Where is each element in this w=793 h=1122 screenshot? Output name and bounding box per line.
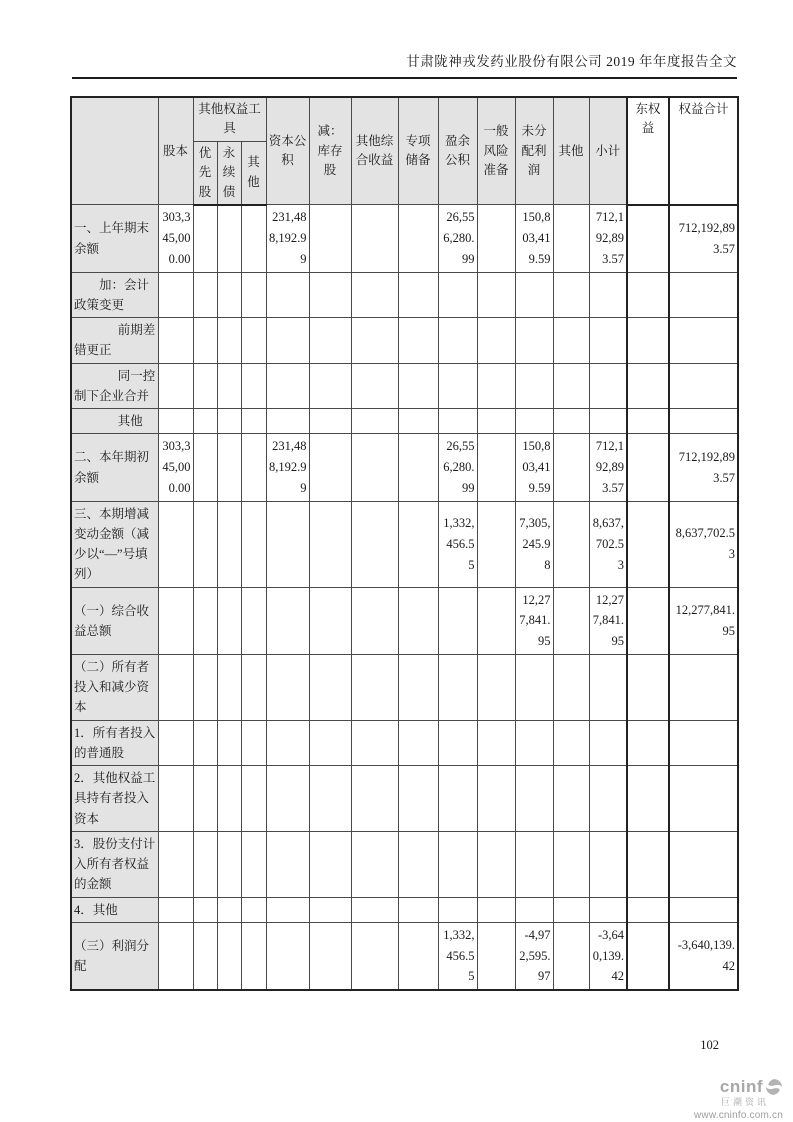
value-cell — [241, 922, 266, 990]
value-cell — [398, 720, 438, 766]
value-cell — [438, 272, 477, 318]
value-cell — [398, 318, 438, 364]
value-cell — [309, 831, 351, 897]
value-cell — [241, 654, 266, 720]
equity-change-table — [70, 96, 739, 991]
corner-cell — [71, 97, 158, 205]
table-row — [71, 654, 738, 720]
table-row — [71, 897, 738, 922]
value-cell — [266, 363, 309, 409]
value-cell — [241, 897, 266, 922]
value-cell — [515, 720, 553, 766]
value-cell — [477, 654, 515, 720]
value-cell — [309, 434, 351, 501]
value-cell — [241, 720, 266, 766]
value-cell — [438, 897, 477, 922]
value-cell — [515, 363, 553, 409]
value-cell — [515, 766, 553, 832]
value-cell — [553, 318, 589, 364]
row-label: 1．所有者投入的普通股 — [71, 720, 158, 766]
value-cell — [627, 766, 669, 832]
value-cell — [669, 409, 738, 434]
table-row — [71, 318, 738, 364]
column-header-other-comprehensive-income: 其他综合收益 — [351, 97, 398, 205]
column-header-surplus-reserve: 盈余公积 — [438, 97, 477, 205]
value-cell — [309, 720, 351, 766]
cninf-brand-text: cninf — [719, 1077, 763, 1096]
value-cell — [351, 272, 398, 318]
value-cell — [669, 318, 738, 364]
cninf-brand-row — [687, 1078, 783, 1097]
value-cell — [351, 409, 398, 434]
value-cell — [553, 272, 589, 318]
value-cell — [351, 205, 398, 272]
row-label: 加：会计政策变更 — [71, 272, 158, 318]
value-cell — [627, 318, 669, 364]
value-cell — [477, 205, 515, 272]
value-cell — [477, 587, 515, 654]
value-cell — [158, 831, 193, 897]
column-group-other-equity-instruments: 其他权益工具 — [193, 97, 266, 141]
value-cell — [553, 720, 589, 766]
value-cell — [309, 587, 351, 654]
value-cell: 712,192,893.57 — [589, 434, 627, 501]
value-cell — [477, 720, 515, 766]
value-cell — [669, 654, 738, 720]
value-cell — [266, 272, 309, 318]
value-cell — [477, 831, 515, 897]
row-label: 3．股份支付计入所有者权益的金额 — [71, 831, 158, 897]
value-cell — [158, 409, 193, 434]
value-cell: 303,345,000.00 — [158, 434, 193, 501]
cninf-url: www.cninfo.com.cn — [694, 1109, 783, 1121]
value-cell — [515, 654, 553, 720]
value-cell — [477, 318, 515, 364]
swirl-icon — [765, 1078, 783, 1096]
value-cell — [158, 766, 193, 832]
value-cell: 26,556,280.99 — [438, 434, 477, 501]
value-cell — [477, 501, 515, 587]
table-row — [71, 720, 738, 766]
value-cell — [351, 922, 398, 990]
value-cell — [438, 318, 477, 364]
table-row — [71, 587, 738, 654]
value-cell: 8,637,702.53 — [669, 501, 738, 587]
cninf-subtitle: 巨潮资讯 — [720, 1096, 769, 1107]
value-cell — [193, 922, 217, 990]
value-cell — [398, 272, 438, 318]
value-cell — [309, 766, 351, 832]
value-cell — [158, 363, 193, 409]
value-cell: -3,640,139.42 — [669, 922, 738, 990]
value-cell — [241, 318, 266, 364]
value-cell — [477, 434, 515, 501]
value-cell — [158, 654, 193, 720]
value-cell — [438, 587, 477, 654]
column-header-other: 其他 — [553, 97, 589, 205]
column-header-other-instruments: 其他 — [241, 141, 266, 205]
value-cell — [398, 363, 438, 409]
value-cell — [627, 501, 669, 587]
header-row-1 — [71, 97, 738, 141]
value-cell — [241, 831, 266, 897]
value-cell — [477, 409, 515, 434]
table-row — [71, 409, 738, 434]
value-cell — [266, 897, 309, 922]
value-cell — [309, 363, 351, 409]
value-cell — [351, 501, 398, 587]
row-label: 前期差错更正 — [71, 318, 158, 364]
value-cell — [217, 720, 241, 766]
value-cell — [351, 318, 398, 364]
value-cell — [477, 363, 515, 409]
value-cell — [266, 766, 309, 832]
value-cell — [158, 587, 193, 654]
value-cell — [398, 434, 438, 501]
value-cell — [193, 205, 217, 272]
value-cell — [217, 501, 241, 587]
value-cell — [309, 501, 351, 587]
value-cell: 1,332,456.55 — [438, 501, 477, 587]
value-cell — [398, 205, 438, 272]
value-cell — [309, 654, 351, 720]
row-label: 同一控制下企业合并 — [71, 363, 158, 409]
value-cell — [589, 766, 627, 832]
value-cell — [553, 501, 589, 587]
value-cell — [398, 409, 438, 434]
value-cell: 150,803,419.59 — [515, 205, 553, 272]
table-row — [71, 831, 738, 897]
column-header-perpetual-bonds: 永续债 — [217, 141, 241, 205]
value-cell: -3,640,139.42 — [589, 922, 627, 990]
value-cell — [589, 409, 627, 434]
row-label: 2．其他权益工具持有者投入资本 — [71, 766, 158, 832]
value-cell — [266, 922, 309, 990]
row-label: 三、本期增减变动金额（减少以“—”号填列） — [71, 501, 158, 587]
value-cell: 231,488,192.99 — [266, 205, 309, 272]
value-cell — [266, 831, 309, 897]
column-header-total-equity: 权益合计 — [669, 97, 738, 205]
value-cell — [627, 434, 669, 501]
value-cell: 231,488,192.99 — [266, 434, 309, 501]
value-cell — [515, 831, 553, 897]
value-cell: 712,192,893.57 — [589, 205, 627, 272]
value-cell — [589, 318, 627, 364]
value-cell — [217, 434, 241, 501]
value-cell — [627, 587, 669, 654]
column-header-capital-reserve: 资本公积 — [266, 97, 309, 205]
value-cell — [241, 501, 266, 587]
value-cell — [589, 654, 627, 720]
value-cell: 712,192,893.57 — [669, 205, 738, 272]
value-cell — [669, 363, 738, 409]
table-row — [71, 205, 738, 272]
value-cell — [553, 205, 589, 272]
value-cell: 1,332,456.55 — [438, 922, 477, 990]
value-cell — [553, 831, 589, 897]
row-label: 二、本年期初余额 — [71, 434, 158, 501]
table-row — [71, 501, 738, 587]
value-cell — [515, 409, 553, 434]
value-cell — [627, 720, 669, 766]
value-cell: 12,277,841.95 — [515, 587, 553, 654]
value-cell — [553, 897, 589, 922]
value-cell — [217, 922, 241, 990]
value-cell — [438, 363, 477, 409]
value-cell — [217, 318, 241, 364]
value-cell — [669, 272, 738, 318]
value-cell — [438, 831, 477, 897]
value-cell — [553, 922, 589, 990]
value-cell: 712,192,893.57 — [669, 434, 738, 501]
value-cell — [553, 654, 589, 720]
column-header-minority-equity: 东权益 — [627, 97, 669, 205]
value-cell — [158, 897, 193, 922]
value-cell — [351, 654, 398, 720]
value-cell — [627, 922, 669, 990]
value-cell — [477, 766, 515, 832]
value-cell — [398, 831, 438, 897]
value-cell — [627, 409, 669, 434]
value-cell — [193, 654, 217, 720]
value-cell — [553, 409, 589, 434]
value-cell — [589, 897, 627, 922]
value-cell — [438, 654, 477, 720]
value-cell — [217, 831, 241, 897]
value-cell — [193, 831, 217, 897]
value-cell — [589, 363, 627, 409]
value-cell — [241, 434, 266, 501]
value-cell — [515, 272, 553, 318]
value-cell — [241, 272, 266, 318]
value-cell — [193, 363, 217, 409]
value-cell — [438, 766, 477, 832]
value-cell — [398, 766, 438, 832]
value-cell — [193, 897, 217, 922]
column-header-subtotal: 小计 — [589, 97, 627, 205]
value-cell — [477, 897, 515, 922]
value-cell — [589, 720, 627, 766]
value-cell — [438, 409, 477, 434]
row-label: （三）利润分配 — [71, 922, 158, 990]
value-cell: 8,637,702.53 — [589, 501, 627, 587]
value-cell: 26,556,280.99 — [438, 205, 477, 272]
table-row — [71, 766, 738, 832]
cninf-logo — [687, 1078, 783, 1121]
value-cell — [158, 922, 193, 990]
value-cell — [669, 897, 738, 922]
value-cell — [669, 720, 738, 766]
value-cell — [193, 501, 217, 587]
equity-table-head — [71, 97, 738, 205]
value-cell — [217, 272, 241, 318]
page-number: 102 — [700, 1038, 719, 1052]
value-cell — [515, 897, 553, 922]
value-cell — [627, 272, 669, 318]
value-cell — [398, 922, 438, 990]
row-label: （二）所有者投入和减少资本 — [71, 654, 158, 720]
value-cell — [217, 363, 241, 409]
column-header-less-treasury-shares: 减：库存股 — [309, 97, 351, 205]
value-cell — [553, 766, 589, 832]
value-cell — [193, 766, 217, 832]
equity-table-body — [71, 205, 738, 990]
value-cell — [241, 205, 266, 272]
value-cell — [627, 831, 669, 897]
value-cell — [309, 205, 351, 272]
table-row — [71, 922, 738, 990]
value-cell — [241, 363, 266, 409]
value-cell — [309, 897, 351, 922]
column-header-undistributed-profit: 未分配利润 — [515, 97, 553, 205]
value-cell — [158, 272, 193, 318]
value-cell — [589, 272, 627, 318]
value-cell — [266, 409, 309, 434]
value-cell — [553, 587, 589, 654]
value-cell — [266, 501, 309, 587]
value-cell — [351, 587, 398, 654]
value-cell — [589, 831, 627, 897]
value-cell — [217, 205, 241, 272]
value-cell — [351, 831, 398, 897]
report-header-title: 甘肃陇神戎发药业股份有限公司 2019 年年度报告全文 — [72, 50, 737, 79]
value-cell — [266, 587, 309, 654]
value-cell — [193, 409, 217, 434]
column-header-special-reserve: 专项储备 — [398, 97, 438, 205]
value-cell — [309, 409, 351, 434]
value-cell — [266, 720, 309, 766]
value-cell — [309, 272, 351, 318]
value-cell — [241, 409, 266, 434]
value-cell — [309, 922, 351, 990]
table-row — [71, 272, 738, 318]
value-cell — [351, 363, 398, 409]
table-row — [71, 434, 738, 501]
value-cell — [158, 501, 193, 587]
value-cell — [627, 205, 669, 272]
value-cell: 12,277,841.95 — [669, 587, 738, 654]
value-cell: 12,277,841.95 — [589, 587, 627, 654]
value-cell — [398, 501, 438, 587]
column-header-general-risk-reserve: 一般风险准备 — [477, 97, 515, 205]
value-cell — [477, 272, 515, 318]
value-cell — [241, 587, 266, 654]
value-cell — [217, 897, 241, 922]
value-cell — [351, 434, 398, 501]
row-label: 一、上年期末余额 — [71, 205, 158, 272]
value-cell: 150,803,419.59 — [515, 434, 553, 501]
value-cell — [351, 720, 398, 766]
value-cell — [627, 897, 669, 922]
value-cell — [515, 318, 553, 364]
value-cell — [241, 766, 266, 832]
value-cell — [553, 363, 589, 409]
value-cell — [627, 654, 669, 720]
value-cell — [217, 587, 241, 654]
value-cell — [266, 654, 309, 720]
value-cell — [398, 587, 438, 654]
value-cell — [309, 318, 351, 364]
value-cell — [193, 434, 217, 501]
value-cell — [669, 766, 738, 832]
value-cell: -4,972,595.97 — [515, 922, 553, 990]
value-cell — [351, 897, 398, 922]
value-cell — [158, 720, 193, 766]
value-cell — [217, 766, 241, 832]
row-label: （一）综合收益总额 — [71, 587, 158, 654]
column-header-preferred-shares: 优先股 — [193, 141, 217, 205]
value-cell — [193, 272, 217, 318]
table-row — [71, 363, 738, 409]
value-cell — [351, 766, 398, 832]
row-label: 4．其他 — [71, 897, 158, 922]
value-cell — [438, 720, 477, 766]
value-cell — [398, 654, 438, 720]
value-cell — [553, 434, 589, 501]
value-cell — [158, 318, 193, 364]
value-cell — [193, 587, 217, 654]
value-cell — [477, 922, 515, 990]
value-cell — [193, 318, 217, 364]
value-cell — [217, 654, 241, 720]
row-label: 其他 — [71, 409, 158, 434]
value-cell — [398, 897, 438, 922]
value-cell: 303,345,000.00 — [158, 205, 193, 272]
value-cell — [217, 409, 241, 434]
value-cell — [669, 831, 738, 897]
value-cell: 7,305,245.98 — [515, 501, 553, 587]
column-header-share-capital: 股本 — [158, 97, 193, 205]
value-cell — [627, 363, 669, 409]
value-cell — [193, 720, 217, 766]
value-cell — [266, 318, 309, 364]
